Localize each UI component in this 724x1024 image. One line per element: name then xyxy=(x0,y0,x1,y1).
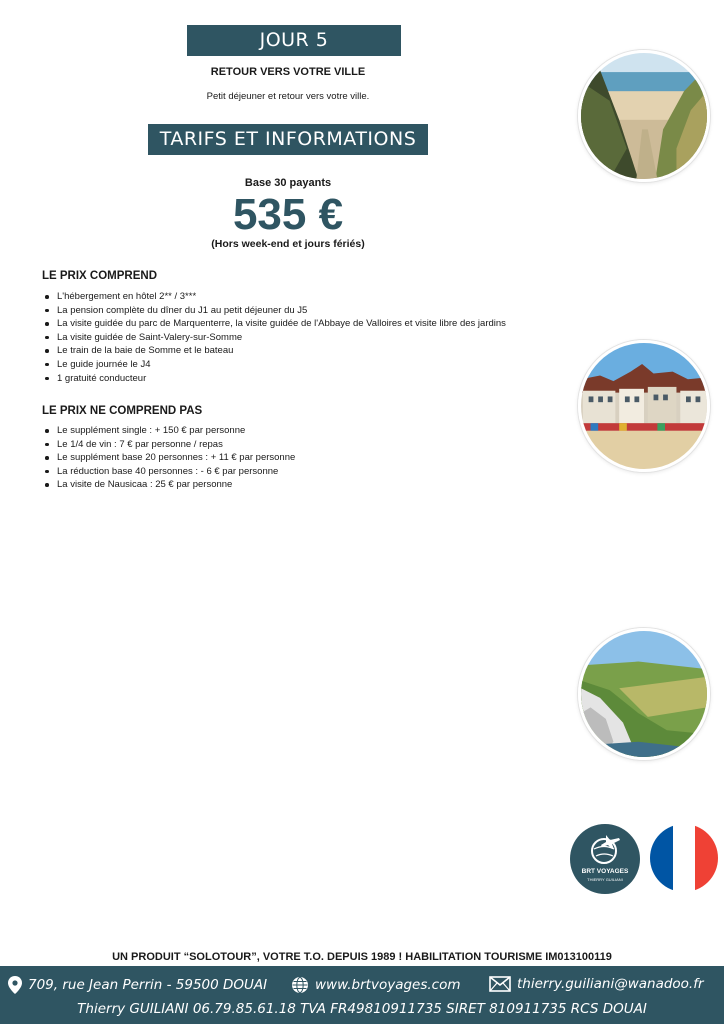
french-flag-icon xyxy=(650,824,718,892)
globe-icon xyxy=(291,976,309,994)
price: 535 € xyxy=(232,190,344,239)
price-note: (Hors week-end et jours fériés) xyxy=(211,238,365,250)
list-item: La visite de Nausicaa : 25 € par personne xyxy=(42,478,295,492)
excluded-title: LE PRIX NE COMPREND PAS xyxy=(42,405,203,417)
list-item: L'hébergement en hôtel 2** / 3*** xyxy=(42,290,506,304)
envelope-icon xyxy=(489,976,511,992)
footer-website[interactable] xyxy=(291,976,461,994)
footer-email[interactable] xyxy=(489,976,704,992)
photo-cliffs-meadow xyxy=(578,628,710,760)
list-item: Le 1/4 de vin : 7 € par personne / repas xyxy=(42,438,295,452)
list-item: La réduction base 40 personnes : - 6 € par personne xyxy=(42,465,295,479)
list-item: Le guide journée le J4 xyxy=(42,358,506,372)
photo-seaside-houses xyxy=(578,340,710,472)
email-link[interactable]: thierry.guiliani@wanadoo.fr xyxy=(517,976,704,992)
brt-voyages-logo xyxy=(570,824,640,894)
airplane-globe-icon xyxy=(588,832,622,866)
logo-name: BRT VOYAGES xyxy=(581,868,629,875)
list-item: 1 gratuité conducteur xyxy=(42,372,506,386)
website-link[interactable]: www.brtvoyages.com xyxy=(315,977,461,993)
photo-beach-cliffs xyxy=(578,50,710,182)
day-description: Petit déjeuner et retour vers votre ville. xyxy=(206,91,370,102)
footer-bar xyxy=(0,966,724,1024)
excluded-list xyxy=(42,424,295,492)
footer-tagline: UN PRODUIT “SOLOTOUR”, VOTRE T.O. DEPUIS 1989 ! HABILITATION TOURISME IM013100119 xyxy=(112,951,612,963)
list-item: Le supplément single : + 150 € par personne xyxy=(42,424,295,438)
list-item: La pension complète du dîner du J1 au petit déjeuner du J5 xyxy=(42,304,506,318)
base-label: Base 30 payants xyxy=(244,177,332,189)
list-item: Le train de la baie de Somme et le bateau xyxy=(42,344,506,358)
logo-subtitle: THIERRY GUILIANI xyxy=(587,877,623,882)
included-list xyxy=(42,290,506,385)
address-text: 709, rue Jean Perrin - 59500 DOUAI xyxy=(28,977,268,993)
list-item: Le supplément base 20 personnes : + 11 € par personne xyxy=(42,451,295,465)
day-banner: JOUR 5 xyxy=(187,25,401,56)
footer-legal: Thierry GUILIANI 06.79.85.61.18 TVA FR49810911735 SIRET 810911735 RCS DOUAI xyxy=(77,1001,647,1017)
tarifs-banner: TARIFS ET INFORMATIONS xyxy=(148,124,428,155)
list-item: La visite guidée de Saint-Valery-sur-Somme xyxy=(42,331,506,345)
footer-address xyxy=(8,976,267,994)
included-title: LE PRIX COMPREND xyxy=(42,270,158,282)
list-item: La visite guidée du parc de Marquenterre, la visite guidée de l'Abbaye de Valloires et visite libre des jardins xyxy=(42,317,506,331)
map-pin-icon xyxy=(8,976,22,994)
day-subtitle: RETOUR VERS VOTRE VILLE xyxy=(210,66,366,78)
